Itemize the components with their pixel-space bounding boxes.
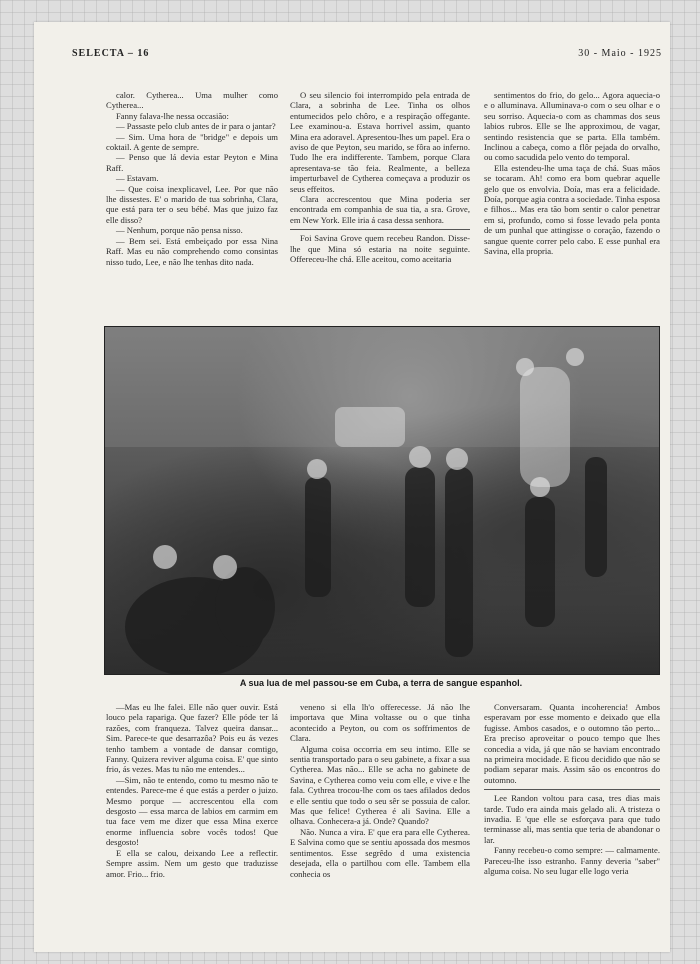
photo-figures-icon [105, 327, 659, 674]
paragraph: Fanny falava-lhe nessa occasião: [116, 110, 229, 121]
bottom-column-1 [106, 702, 278, 917]
photo-caption: A sua lua de mel passou-se em Cuba, a terra de sangue espanhol. [239, 678, 523, 688]
paragraph: sentimentos do frio, do gelo... Agora aquecia-o e o alluminava. Alluminava-o com o seu olhar e o seu sorriso. Aquecia-o com as chammas dos seus labios rubros. Elle se lhe approximou, de vagar, sentindo resistencia que se parta. Ella também. Inclinou a cabeça, como a flôr pejada do orvalho, ou como sacudida pelo vento do temporal. [484, 90, 660, 163]
paragraph: —Mas eu lhe falei. Elle não quer ouvir. Está louco pela rapariga. Que fazer? Elle póde ter lá razões, com franqueza. Talvez queira dansar... Sim. Parece-te que desarrazôa? Pois eu ás vezes tenho tambem a vontade de dansar comtigo, Fanny. Quizera reviver alguma coisa. E' que sinto frio, ás vezes. Mas tu não me entendes... [106, 702, 278, 775]
paragraph: veneno si ella lh'o offerecesse. Já não lhe importava que Mina voltasse ou o que tinha acontecido a Peyton, ou com os soffrimentos de Clara. [290, 702, 470, 744]
paragraph: — Passaste pelo club antes de ir para o jantar? [116, 121, 276, 132]
paragraph: — Sim. Uma hora de "bridge" e depois um coktail. A gente de sempre. [106, 131, 278, 153]
ballroom-photo [104, 326, 660, 675]
paragraph: E ella se calou, deixando Lee a reflectir. Sempre assim. Nem um gesto que traduzisse amor. Frio... frio. [106, 847, 278, 879]
paragraph: — Penso que lá devia estar Peyton e Mina Raff. [106, 152, 278, 173]
paragraph: Ella estendeu-lhe uma taça de chá. Suas mãos se tocaram. Ah! como era bom quebrar aquelle gelo que os envolvia. Doía, mas era a felicidade. Doía, porque agia contra a sociedade. Tinha esposa e filhos... Mas era tão bom sentir o calor penetrar em si, profundo, como si fosse levado pela ponta de um punhal que attingisse o coração, fazendo o sangue quente correr pelo cabo. E esse punhal era Savina, ella propria. [484, 162, 660, 257]
paragraph: Fanny recebeu-o como sempre: — calmamente. Pareceu-lhe isso estranho. Fanny deveria "saber" alguma coisa. No seu lugar elle logo veria [484, 845, 660, 877]
paragraph: Conversaram. Quanta incoherencia! Ambos esperavam por esse momento e deixado que ella fugisse. Ambos casados, e o outomno tão perto... Era preciso aproveitar o pouco tempo que lhes concedia a vida, já que não se haviam encontrado na primeira mocidade. E ficou decidido que não se podiam separar mais. Assim são os encontros do outomno. [484, 702, 660, 785]
top-column-3 [484, 90, 660, 305]
paragraph: — Que coisa inexplicavel, Lee. Por que não lhe dissestes. E' o marido de tua sobrinha, Clara, que está para ter o seu bébé. Mas que juizo faz elle disso? [106, 183, 278, 225]
paragraph: — Estavam. [116, 173, 159, 184]
paragraph: — Nenhum, porque não pensa nisso. [116, 225, 243, 236]
bottom-column-3 [484, 702, 660, 917]
paragraph: Lee Randon voltou para casa, tres dias mais tarde. Tudo era ainda mais gelado ali. A tristeza o invadia. E 'que elle se esforçava para que tudo terminasse ali, mas sentia que teria de abandonar o lar. [484, 789, 660, 845]
magazine-title: SELECTA – 16 [72, 48, 150, 59]
paragraph: Alguma coisa occorria em seu intimo. Elle se sentia transportado para o seu gabinete, a fixar a sua Cytherea. Mas não... Elle se acha no gabinete de Savina, e Cytherea como veiu com elle, e vive e lhe fala. Cythrea trocou-lhe com os taes afilados dedos e elle sentiu que todo o seu sêr se possuia de calor. Mas que felice! Cytherea é ali Savina. Elle a olhava. Conhecera-a já. Onde? Quando? [290, 743, 470, 827]
paragraph: calor. Cytherea... Uma mulher como Cytherea... [106, 90, 278, 111]
paragraph: —Sim, não te entendo, como tu mesmo não te entendes. Parece-me é que estás a perder o juizo. Mesmo porque — accrescentou ella com desgosto — essa marca de labios em carmim em tua face vem me dizer que essa Mina exerce enorme influencia sobre vocês todos! Que desgosto! [106, 774, 278, 848]
top-column-2 [290, 90, 470, 305]
paragraph: Não. Nunca a vira. E' que era para elle Cytherea. E Salvina como que se sentiu apossada dos mesmos sentimentos. Esse segrêdo d uma existencia desejada, ella o partilhou com elle. Tambem ella conhecia os [290, 826, 470, 879]
paragraph: Clara accrescentou que Mina poderia ser encontrada em companhia de sua tia, a sra. Grove, em New York. Elle iria á casa dessa senhora. [290, 194, 470, 225]
paragraph: — Bem sei. Está embeiçado por essa Nina Raff. Mas eu não comprehendo como consintas nisso tudo, Lee, e não lhe tenhas dito nada. [106, 235, 278, 267]
paragraph: O seu silencio foi interrompido pela entrada de Clara, a sobrinha de Lee. Tinha os olhos entumecidos pelo chôro, e a respiração offegante. Lee examinou-a. Estava horrivel assim, quanto Mina era adoravel. Apresentou-lhes um papel. Era o aviso de que Peyton, seu marido, se fôra ao inferno. Tudo lhe era indifferente. Tambem, porque Clara apresentava-se tão feia. Realmente, a belleza imperturbavel de Cytherea começava a produzir os seus effeitos. [290, 90, 470, 194]
bottom-column-2 [290, 702, 470, 917]
issue-date: 30 - Maio - 1925 [578, 48, 662, 59]
top-column-1 [106, 90, 278, 305]
paragraph: Foi Savina Grove quem recebeu Randon. Disse-lhe que Mina só estaria na noite seguinte. Offereceu-lhe chá. Elle aceitou, como aceitaria [290, 229, 470, 264]
page-header [72, 48, 662, 62]
